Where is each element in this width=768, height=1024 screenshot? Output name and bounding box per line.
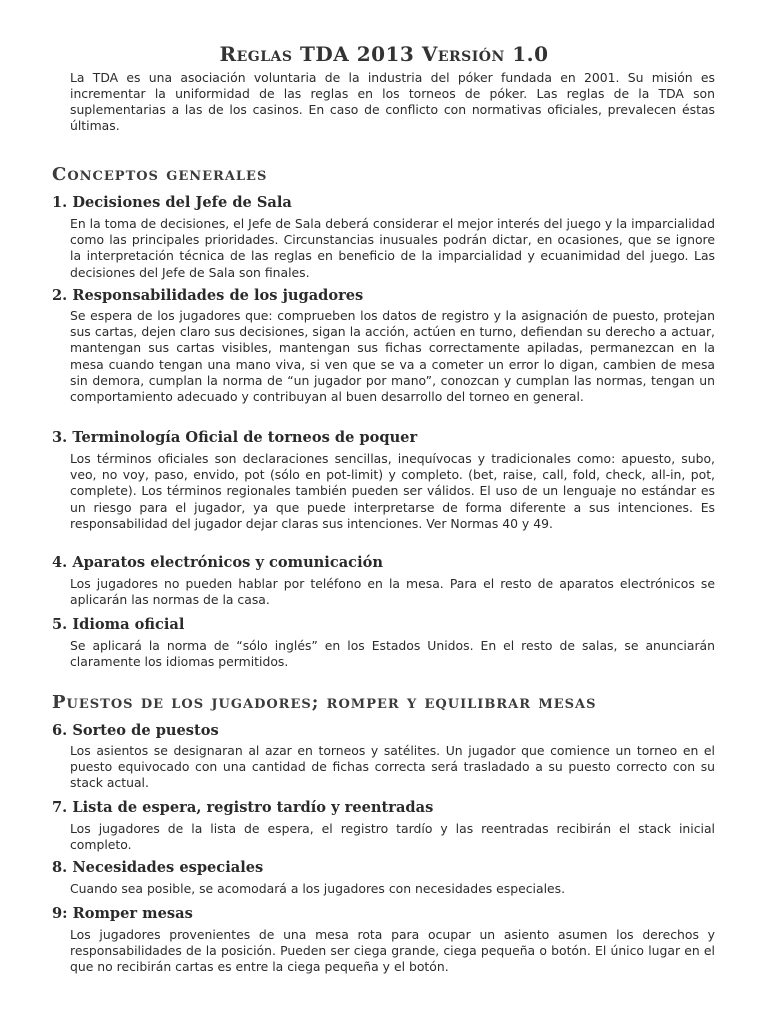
rule-text-6: Los asientos se designaran al azar en torneos y satélites. Un jugador que comience un torneo en el puesto equivocado con una cantidad de fichas correcta será trasladado a su puesto correcto con su stack actual.: [70, 743, 715, 791]
rule-text-4: Los jugadores no pueden hablar por teléfono en la mesa. Para el resto de aparatos electrónicos se aplicarán las normas de la casa.: [70, 576, 715, 608]
rule-heading-2: 2. Responsabilidades de los jugadores: [52, 287, 364, 304]
intro-paragraph: La TDA es una asociación voluntaria de la industria del póker fundada en 2001. Su misión es incrementar la uniformidad de las reglas en los torneos de póker. Las reglas de la TDA son suplementarias a las de los casinos. En caso de conflicto con normativas oficiales, prevalecen éstas últimas.: [70, 70, 715, 133]
rule-heading-5: 5. Idioma oficial: [52, 616, 185, 633]
rule-text-8: Cuando sea posible, se acomodará a los jugadores con necesidades especiales.: [70, 881, 566, 896]
rule-text-1: En la toma de decisiones, el Jefe de Sala deberá considerar el mejor interés del juego y la imparcialidad como las principales prioridades. Circunstancias inusuales podrán dictar, en ocasiones, que se ignore la interpretación técnica de las reglas en beneficio de la imparcialidad y ecuanimidad del juego. Las decisiones del Jefe de Sala son finales.: [70, 216, 715, 280]
rule-text-7: Los jugadores de la lista de espera, el registro tardío y las reentradas recibirán el stack inicial completo.: [70, 821, 715, 853]
rule-heading-3: 3. Terminología Oficial de torneos de poquer: [52, 429, 418, 446]
rule-text-9: Los jugadores provenientes de una mesa rota para ocupar un asiento asumen los derechos y responsabilidades de la posición. Pueden ser ciega grande, ciega pequeña o botón. El único lugar en el que no recibirán cartas es entre la ciega pequeña y el botón.: [70, 927, 715, 975]
rule-heading-6: 6. Sorteo de puestos: [52, 722, 219, 739]
rule-text-3: Los términos oficiales son declaraciones sencillas, inequívocas y tradicionales como: apuesto, subo, veo, no voy, paso, envido, pot (sólo en pot-limit) y completo. (bet, raise, call, fold, check, all-in, pot, complete). Los términos regionales también pueden ser válidos. El uso de un lenguaje no estándar es un riesgo para el jugador, ya que puede interpretarse de forma diferente a sus intenciones. Es responsabilidad del jugador dejar claras sus intenciones. Ver Normas 40 y 49.: [70, 451, 715, 531]
document-title: Reglas TDA 2013 Versión 1.0: [219, 42, 549, 66]
rule-text-5: Se aplicará la norma de “sólo inglés” en los Estados Unidos. En el resto de salas, se anunciarán claramente los idiomas permitidos.: [70, 638, 715, 670]
section-title-conceptos: Conceptos generales: [52, 164, 268, 185]
rule-heading-1: 1. Decisiones del Jefe de Sala: [52, 194, 292, 211]
rule-heading-8: 8. Necesidades especiales: [52, 859, 264, 876]
rule-heading-7: 7. Lista de espera, registro tardío y reentradas: [52, 799, 434, 816]
rule-text-2: Se espera de los jugadores que: comprueben los datos de registro y la asignación de puesto, protejan sus cartas, dejen claro sus decisiones, sigan la acción, actúen en turno, defiendan su derecho a actuar, mantengan sus cartas visibles, mantengan sus fichas correctamente apiladas, permanezcan en la mesa cuando tengan una mano viva, si ven que se va a cometer un error lo digan, cambien de mesa sin demora, cumplan la norma de “un jugador por mano”, conozcan y cumplan las normas, tengan un comportamiento adecuado y contribuyan al buen desarrollo del torneo en general.: [70, 308, 715, 405]
section-title-puestos: Puestos de los jugadores; romper y equilibrar mesas: [52, 692, 597, 713]
rule-heading-9: 9: Romper mesas: [52, 905, 193, 922]
rule-heading-4: 4. Aparatos electrónicos y comunicación: [52, 554, 383, 571]
